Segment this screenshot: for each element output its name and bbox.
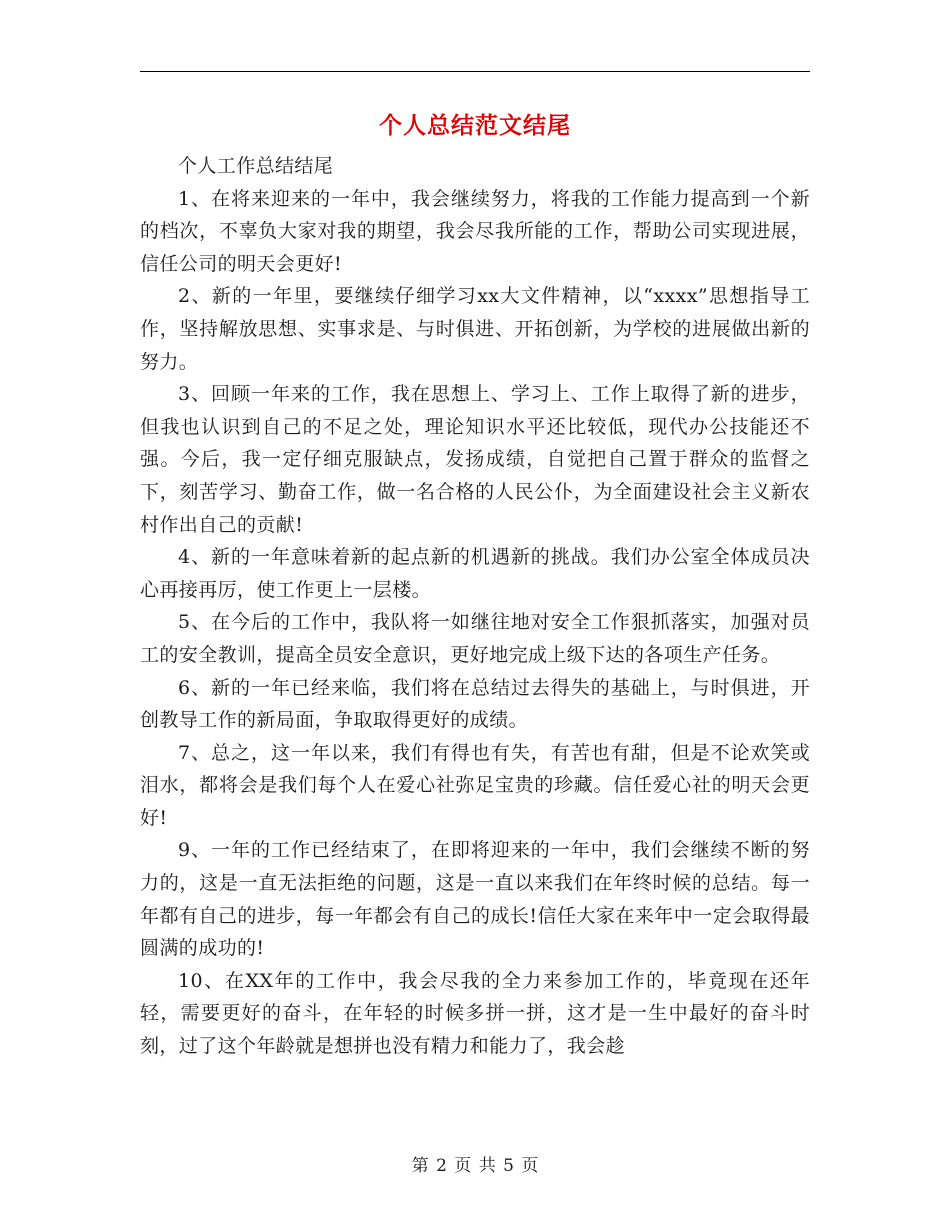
paragraph-7: 7、总之，这一年以来，我们有得也有失，有苦也有甜，但是不论欢笑或泪水，都将会是我们每个人在爱心社弥足宝贵的珍藏。信任爱心社的明天会更好! [140,741,810,829]
paragraph-6: 6、新的一年已经来临，我们将在总结过去得失的基础上，与时俱进，开创教导工作的新局面，争取取得更好的成绩。 [140,676,810,732]
paragraph-10: 10、在XX年的工作中，我会尽我的全力来参加工作的，毕竟现在还年轻，需要更好的奋斗，在年轻的时候多拼一拼，这才是一生中最好的奋斗时刻，过了这个年龄就是想拼也没有精力和能力了，我会趁 [140,969,810,1058]
paragraph-9: 9、一年的工作已经结束了，在即将迎来的一年中，我们会继续不断的努力的，这是一直无法拒绝的问题，这是一直以来我们在年终时候的总结。每一年都有自己的进步，每一年都会有自己的成长!信任大家在来年中一定会取得最圆满的成功的! [140,839,810,960]
document-body [140,150,810,1063]
paragraph-4: 4、新的一年意味着新的起点新的机遇新的挑战。我们办公室全体成员决心再接再厉，使工作更上一层楼。 [140,546,810,601]
paragraph-3: 3、回顾一年来的工作，我在思想上、学习上、工作上取得了新的进步，但我也认识到自己的不足之处，理论知识水平还比较低，现代办公技能还不强。今后，我一定仔细克服缺点，发扬成绩，自觉把自己置于群众的监督之下，刻苦学习、勤奋工作，做一名合格的人民公仆，为全面建设社会主义新农村作出自己的贡献! [140,383,810,536]
page-number-footer: 第 2 页 共 5 页 [411,1156,539,1176]
paragraph-5: 5、在今后的工作中，我队将一如继往地对安全工作狠抓落实，加强对员工的安全教训，提高全员安全意识，更好地完成上级下达的各项生产任务。 [140,611,810,666]
document-subtitle: 个人工作总结结尾 [178,155,334,177]
paragraph-2: 2、新的一年里，要继续仔细学习xx大文件精神，以“xxxx”思想指导工作，坚持解放思想、实事求是、与时俱进、开拓创新，为学校的进展做出新的努力。 [140,285,810,373]
document-title: 个人总结范文结尾 [379,112,571,139]
header-rule [140,71,810,72]
paragraph-1: 1、在将来迎来的一年中，我会继续努力，将我的工作能力提高到一个新的档次，不辜负大家对我的期望，我会尽我所能的工作，帮助公司实现进展，信任公司的明天会更好! [140,187,810,275]
